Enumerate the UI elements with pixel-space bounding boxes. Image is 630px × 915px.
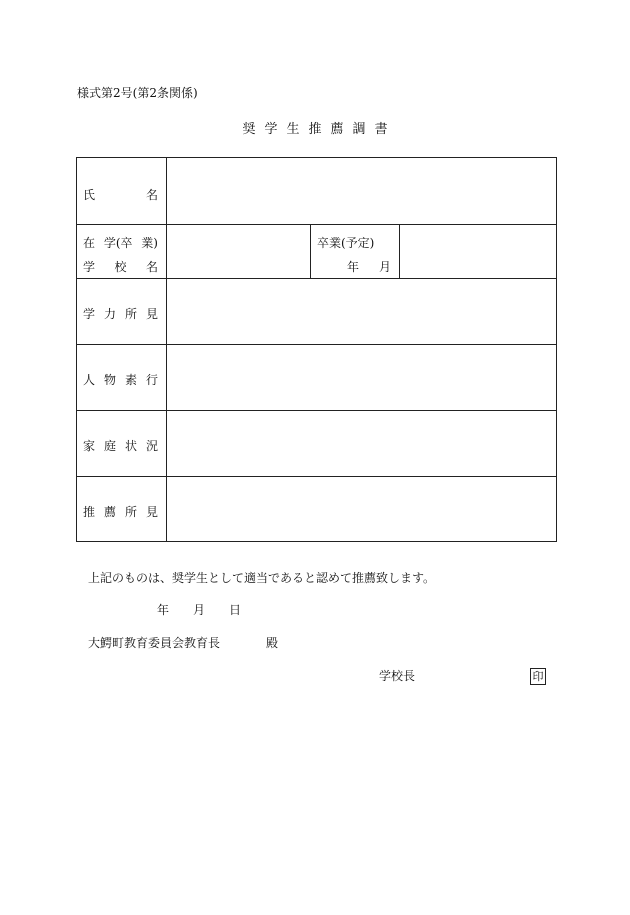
- row-divider: [77, 224, 556, 225]
- graduation-column-divider: [399, 224, 400, 278]
- ability-assessment-label: 学 力 所 見: [83, 307, 158, 321]
- form-number: 様式第2号(第2条関係): [77, 86, 198, 100]
- recommendation-form-table: [76, 157, 557, 542]
- document-title: 奨学生推薦調書: [242, 122, 397, 137]
- seal-mark: 印: [530, 668, 546, 685]
- name-label: 氏 名: [83, 188, 158, 202]
- addressee: 大鰐町教育委員会教育長: [88, 636, 221, 650]
- character-conduct-label: 人 物 素 行: [83, 373, 158, 387]
- recommendation-statement: 上記のものは、奨学生として適当であると認めて推薦致します。: [88, 571, 436, 585]
- label-column-divider: [166, 158, 167, 541]
- row-divider: [77, 278, 556, 279]
- recommendation-opinion-label: 推 薦 所 見: [83, 505, 158, 519]
- family-situation-label: 家 庭 状 況: [83, 439, 158, 453]
- row-divider: [77, 476, 556, 477]
- addressee-honorific: 殿: [266, 636, 279, 650]
- school-column-divider: [310, 224, 311, 278]
- graduation-date-label: 年 月: [347, 260, 391, 274]
- row-divider: [77, 410, 556, 411]
- graduation-label: 卒業(予定): [317, 236, 375, 250]
- school-status-label: 在 学(卒 業): [83, 236, 158, 250]
- date-line: 年 月 日: [157, 603, 241, 617]
- principal-label: 学校長: [379, 669, 416, 683]
- row-divider: [77, 344, 556, 345]
- school-name-label: 学 校 名: [83, 260, 158, 274]
